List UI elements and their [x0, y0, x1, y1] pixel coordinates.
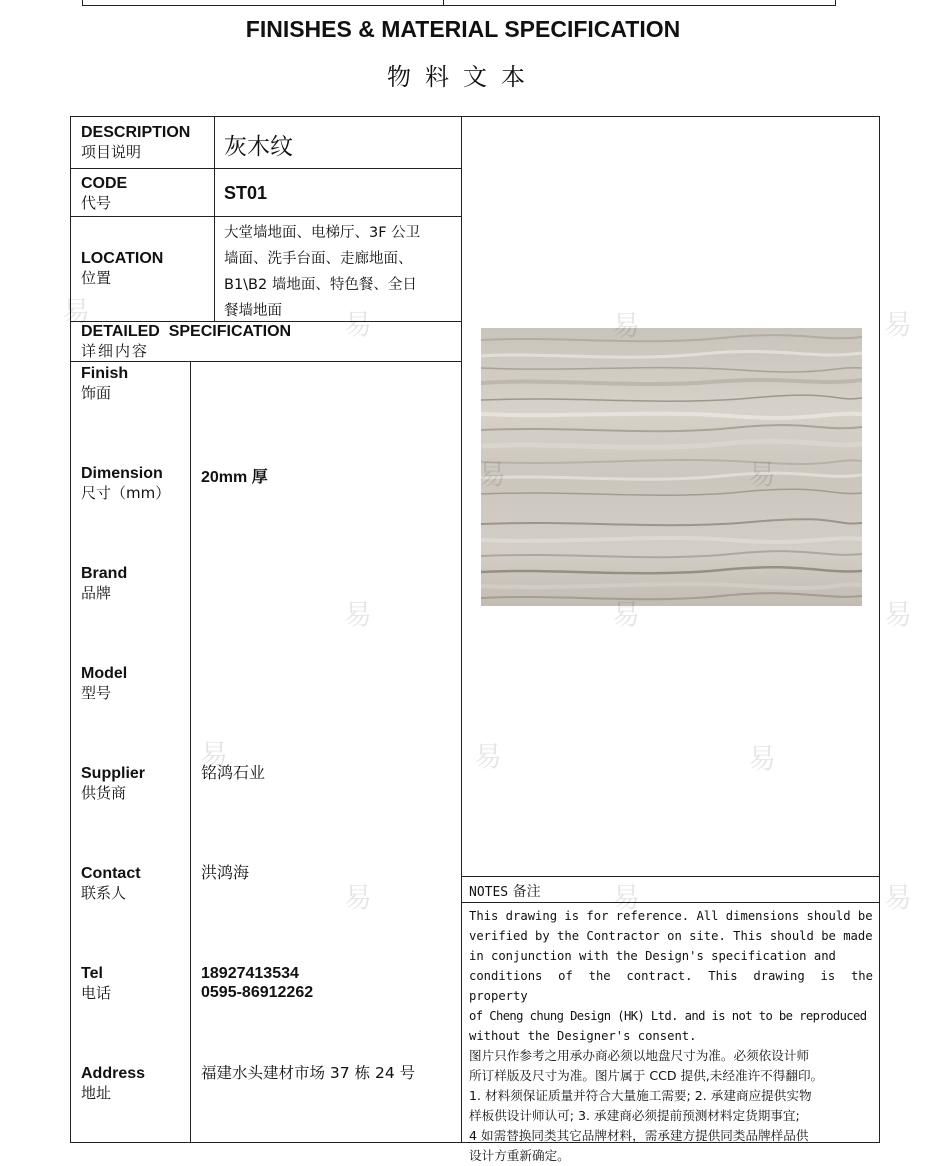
watermark-glyph: 易 — [884, 882, 913, 913]
watermark-glyph: 易 — [612, 310, 641, 341]
address-value: 福建水头建材市场 37 栋 24 号 — [201, 1064, 416, 1082]
row-divider — [70, 216, 461, 217]
supplier-label: Supplier 供货商 — [81, 765, 146, 802]
watermark-glyph: 易 — [884, 599, 913, 630]
watermark-glyph: 易 — [344, 309, 373, 340]
header-strip — [82, 0, 836, 6]
watermark-glyph: 易 — [62, 296, 91, 327]
row-divider — [70, 361, 461, 362]
code-value: ST01 — [224, 183, 268, 203]
address-label: Address 地址 — [81, 1065, 146, 1102]
tel-label: Tel 电话 — [81, 965, 112, 1002]
dimension-label: Dimension 尺寸（mm） — [81, 465, 171, 502]
label-divider — [214, 116, 215, 321]
supplier-value: 铭鸿石业 — [201, 763, 266, 782]
watermark-glyph: 易 — [748, 743, 777, 774]
watermark-glyph: 易 — [612, 882, 641, 913]
model-label: Model 型号 — [81, 665, 128, 702]
page-subtitle: 物料文本 — [387, 63, 539, 91]
material-sample-image — [481, 328, 862, 606]
location-label: LOCATION 位置 — [81, 250, 164, 287]
dimension-value: 20mm 厚 — [201, 469, 268, 486]
column-divider — [461, 116, 462, 1143]
location-value: 大堂墙地面、电梯厅、3F 公卫 墙面、洗手台面、走廊地面、 B1\B2 墙地面、特色餐、全日 餐墙地面 — [224, 225, 421, 319]
watermark-glyph: 易 — [612, 599, 641, 630]
description-value: 灰木纹 — [224, 134, 293, 160]
watermark-glyph: 易 — [884, 309, 913, 340]
contact-value: 洪鸿海 — [201, 863, 250, 882]
code-label: CODE 代号 — [81, 175, 128, 212]
contact-label: Contact 联系人 — [81, 865, 141, 902]
watermark-glyph: 易 — [344, 599, 373, 630]
finish-label: Finish 饰面 — [81, 365, 129, 402]
description-label: DESCRIPTION 项目说明 — [81, 124, 191, 161]
brand-label: Brand 品牌 — [81, 565, 128, 602]
detailed-spec-heading: DETAILED SPECIFICATION 详细内容 — [81, 323, 292, 360]
watermark-glyph: 易 — [344, 882, 373, 913]
notes-title: NOTES 备注 — [469, 884, 541, 900]
notes-divider — [461, 876, 880, 877]
notes-divider — [461, 902, 880, 903]
watermark-glyph: 易 — [200, 739, 229, 770]
notes-body: This drawing is for reference. All dimensions should be verified by the Contractor on site. This should be made in conjunction with the Design's specification and conditions of the contract. This drawing is the property of Cheng chung Design (HK) Ltd. and is not to be reproduced without the Designer's consent. 图片只作参考之用承办商必须以地盘尺寸为准。必须依设计师 所订样版及尺寸为准。图片属于 CCD 提供,未经准许不得翻印。 1. 材料须保证质量并符合大量施工需要; 2. 承建商应提供实物 样板供设计师认可; 3. 承建商必须提前预测材料定货期事宜; 4 如需替换同类其它品牌材料，需承建方提供同类品牌样品供 设计方重新确定。 — [469, 909, 873, 1163]
row-divider — [70, 168, 461, 169]
tel-value: 18927413534 0595-86912262 — [201, 965, 314, 1001]
spec-divider — [190, 361, 191, 1143]
page-title: FINISHES & MATERIAL SPECIFICATION — [245, 16, 681, 42]
watermark-glyph: 易 — [474, 741, 503, 772]
